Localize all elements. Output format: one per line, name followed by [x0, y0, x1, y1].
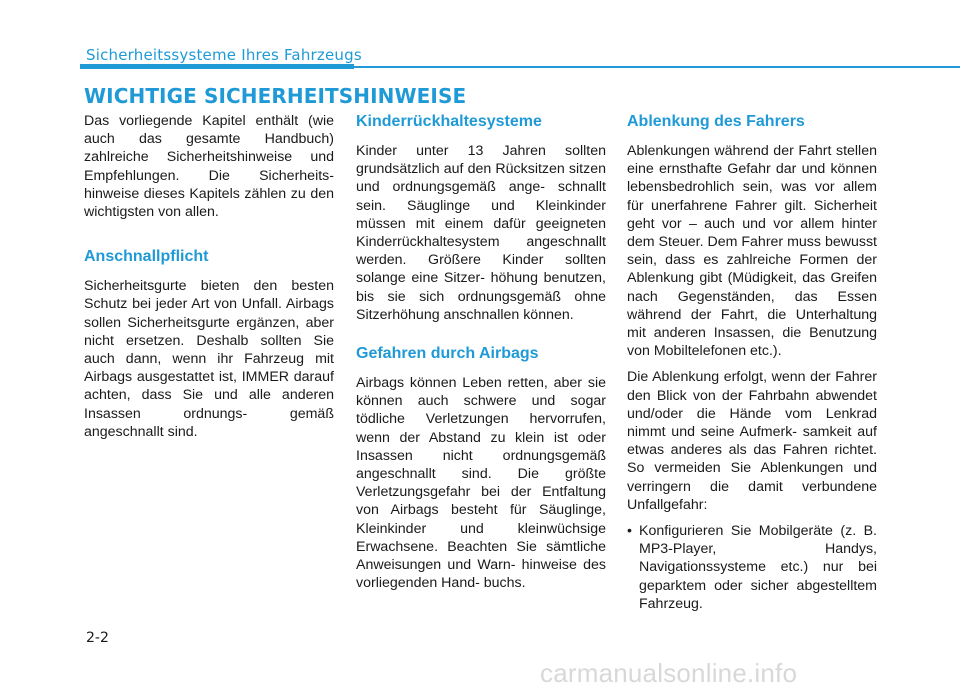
header-rule-thin — [354, 66, 960, 68]
intro-paragraph: Das vorliegende Kapitel enthält (wie auch das gesamte Handbuch) zahlreiche Sicherheitshinweise und Empfehlungen. Die Sicherheits- hinweise dieses Kapitels zählen zu den wichtigsten von allen. — [84, 113, 334, 221]
airbags-paragraph: Airbags können Leben retten, aber sie können auch schwere und sogar tödliche Verletzungen hervorrufen, wenn der Abstand zu klein ist oder Insassen nicht ordnungsgemäß angeschnallt sind. Die größte Verletzungsgefahr bei der Entfaltung von Airbags besteht für Säuglinge, Kleinkinder und kleinwüchsige Erwachsene. Beachten Sie sämtliche Anweisungen und Warn- hinweise des vorliegenden Hand- buchs. — [356, 375, 606, 592]
heading-ablenkung: Ablenkung des Fahrers — [627, 113, 805, 130]
column-right — [627, 112, 877, 613]
heading-kinderrueckhaltesysteme: Kinderrückhaltesysteme — [356, 113, 542, 130]
page-number: 2-2 — [86, 630, 109, 646]
anschnallpflicht-paragraph: Sicherheitsgurte bieten den besten Schutz bei jeder Art von Unfall. Airbags sollen Sicherheitsgurte ergänzen, aber nicht ersetzen. Deshalb sollten Sie auch dann, wenn ihr Fahrzeug mit Airbags ausgestattet ist, IMMER darauf achten, dass Sie und alle anderen Insassen ordnungs- gemäß angeschnallt sind. — [84, 278, 334, 440]
watermark: carmanualsonline.info — [540, 658, 798, 688]
heading-gefahren-airbags: Gefahren durch Airbags — [356, 345, 539, 363]
heading-anschnallpflicht: Anschnallpflicht — [84, 248, 209, 266]
header-rule-thick — [80, 64, 354, 69]
bullet-text: Konfigurieren Sie Mobilgeräte (z. B. MP3-Player, Handys, Navigationssysteme etc.) nur bei geparktem oder sicher abgestelltem Fahrzeug. — [639, 523, 877, 612]
ablenkung-paragraph-2: Die Ablenkung erfolgt, wenn der Fahrer den Blick von der Fahrbahn abwendet und/oder die Hände vom Lenkrad nimmt und seine Aufmerk- samkeit auf etwas anderes als das Fahren richtet. So vermeiden Sie Ablenkungen und verringern die damit verbundene Unfallgefahr: — [627, 369, 877, 513]
page-title: WICHTIGE SICHERHEITSHINWEISE — [84, 84, 467, 108]
section-title: Sicherheitssysteme Ihres Fahrzeugs — [86, 46, 362, 64]
column-left — [84, 112, 334, 449]
kinderrueckhaltesysteme-paragraph: Kinder unter 13 Jahren sollten grundsätzlich auf den Rücksitzen sitzen und ordnungsgemäß ange- schnallt sein. Säuglinge und Kleinkinder müssen mit einem dafür geeigneten Kinderrückhaltesystem angeschnallt werden. Größere Kinder sollten solange eine Sitzer- höhung benutzen, bis sie sich ordnungsgemäß ohne Sitzerhöhung anschnallen können. — [356, 143, 606, 323]
column-middle — [356, 112, 606, 600]
ablenkung-paragraph-1: Ablenkungen während der Fahrt stellen eine ernsthafte Gefahr dar und können lebensbedrohlich sein, was vor allem für unerfahrene Fahrer gilt. Sicherheit geht vor – auch und vor allem hinter dem Steuer. Dem Fahrer muss bewusst sein, dass es zahlreiche Formen der Ablenkung gibt (Müdigkeit, das Greifen nach Gegenständen, das Essen während der Fahrt, die Unterhaltung mit anderen Insassen, die Benutzung von Mobiltelefonen etc.). — [627, 143, 877, 360]
bullet-icon: • — [627, 523, 632, 540]
list-item — [627, 522, 877, 613]
